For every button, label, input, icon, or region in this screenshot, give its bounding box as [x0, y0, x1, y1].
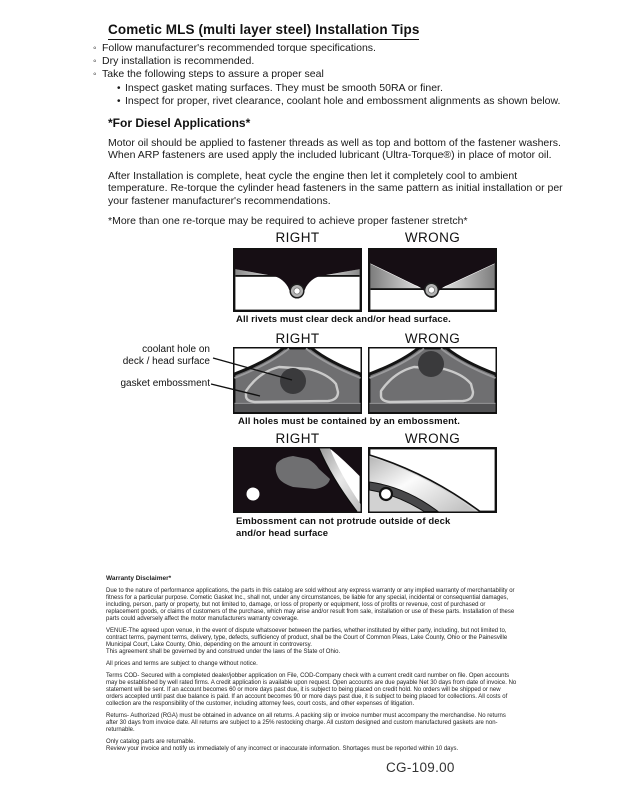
- legal-heading: Warranty Disclaimer*: [106, 575, 172, 582]
- diagram-protrusion-wrong: [368, 447, 497, 513]
- legal-paragraph: This agreement shall be governed by and construed under the laws of the State of Ohio.: [106, 649, 341, 655]
- bullet-icon: •: [117, 95, 121, 107]
- page-number: CG-109.00: [386, 760, 455, 775]
- diagram-embossment-right: [233, 347, 362, 414]
- deck-edge-strip: [370, 404, 496, 412]
- wrong-label: WRONG: [404, 331, 461, 346]
- wrong-label: WRONG: [404, 230, 461, 245]
- legal-paragraph: Due to the nature of performance applications, the parts in this catalog are sold without any express warranty or any implied warranty of merchantability or fitness for a particular purpose. Cometic Gasket Inc., shall not, under any circumstances, be liable for any special, incidental or consequential damages, including, person, party or property, but not limited to, damage, or loss of property or equipment, loss of profits or revenue, cost of purchased or replacement goods, or claims of customers of the purchase, which may arise and/or result from sale, installation or use of these parts. Installation of these parts could adversely affect the motor manufacturers warranty coverage.: [106, 588, 515, 622]
- diagram-rivet-wrong: [368, 248, 497, 312]
- bullet-icon: •: [117, 82, 121, 94]
- list-item: [93, 42, 563, 55]
- section-heading: *For Diesel Applications*: [108, 116, 251, 130]
- diagram-protrusion-right: [233, 447, 362, 513]
- list-item-text: Dry installation is recommended.: [102, 55, 255, 68]
- diagram-embossment-wrong: [368, 347, 497, 414]
- legal-paragraph: Terms COD- Secured with a completed dealer/jobber application on File, COD-Company check with a current credit card number on file. Open accounts may be established by well rated firms. A credit application is available upon request. Open accounts are due payable Net 30 days from date of invoice. No statement will be sent. If an account becomes 60 or more days past due, it is subject to being placed on credit hold. No orders will be shipped or new orders accepted until past due balance is paid. If an account becomes 90 or more days past due, it is subject to being placed for collections. All costs of collection are the responsibility of the customer, including attorney fees, court costs, and other expenses of litigation.: [106, 673, 517, 707]
- bolt-hole: [247, 488, 260, 501]
- list-item-text: Follow manufacturer's recommended torque specifications.: [102, 42, 376, 54]
- list-item: [93, 55, 563, 68]
- diesel-applications-section: [108, 116, 563, 235]
- legal-paragraph: Only catalog parts are returnable.: [106, 739, 196, 745]
- right-label: RIGHT: [275, 431, 320, 446]
- bullet-icon: ◦: [93, 43, 97, 54]
- warranty-disclaimer-section: [106, 575, 518, 758]
- diagram-caption: All rivets must clear deck and/or head surface.: [236, 314, 451, 325]
- bullet-icon: ◦: [93, 56, 97, 68]
- legal-paragraph: Review your invoice and notify us immediately of any incorrect or inaccurate information. Shortages must be reported within 10 days.: [106, 746, 459, 752]
- diagram-rivet-right: [233, 248, 362, 312]
- coolant-hole: [280, 368, 306, 394]
- gasket-embossment-annotation: gasket embossment: [120, 378, 210, 389]
- list-item-text: Take the following steps to assure a proper seal: [102, 68, 324, 81]
- diagram-caption: Embossment can not protrude outside of deck and/or head surface: [236, 516, 451, 539]
- coolant-hole: [418, 351, 444, 377]
- legal-paragraph: All prices and terms are subject to change without notice.: [106, 661, 258, 667]
- coolant-hole-annotation: coolant hole on deck / head surface: [122, 344, 210, 367]
- deck-edge-strip: [235, 404, 361, 412]
- list-item-text: Inspect gasket mating surfaces. They must be smooth 50RA or finer.: [125, 81, 443, 94]
- list-item: [117, 95, 563, 108]
- bolt-hole: [380, 488, 392, 500]
- list-item: [117, 82, 563, 95]
- right-label: RIGHT: [275, 331, 320, 346]
- legal-paragraph: Returns- Authorized (RGA) must be obtained in advance on all returns. A packing slip or invoice number must accompany the merchandise. No returns after 30 days from invoice date. All returns are subject to a 25% restocking charge. All custom designed and custom manufactured gaskets are non-returnable.: [106, 713, 506, 733]
- list-item: [93, 68, 563, 81]
- retorque-note: *More than one re-torque may be required to achieve proper fastener stretch*: [108, 215, 468, 228]
- paragraph: After Installation is complete, heat cycle the engine then let it completely cool to ambient temperature. Re-torque the cylinder head fasteners in the same pattern as initial installation or per your fastener manufacturer's recommendations.: [108, 169, 563, 207]
- paragraph: Motor oil should be applied to fastener threads as well as top and bottom of the fastener washers. When ARP fasteners are used apply the included lubricant (Ultra-Torque®) in place of motor oil.: [108, 137, 561, 162]
- installation-tips-list: [93, 42, 563, 108]
- page-title: Cometic MLS (multi layer steel) Installation Tips: [108, 22, 419, 40]
- legal-paragraph: VENUE-The agreed upon venue, in the event of dispute whatsoever between the parties, whether instituted by either party, including, but not limited to, contract terms, payment terms, delivery, type, defects, sufficiency of product, shall be the Court of Common Pleas, Lake County, Ohio or the Painesville Municipal Court, Lake County, Ohio, depending on the amount in controversy.: [106, 628, 508, 648]
- right-label: RIGHT: [275, 230, 320, 245]
- diagram-caption: All holes must be contained by an embossment.: [238, 416, 460, 427]
- wrong-label: WRONG: [404, 431, 461, 446]
- list-item-text: Inspect for proper, rivet clearance, coolant hole and embossment alignments as shown below.: [125, 94, 561, 107]
- bullet-icon: ◦: [93, 69, 97, 81]
